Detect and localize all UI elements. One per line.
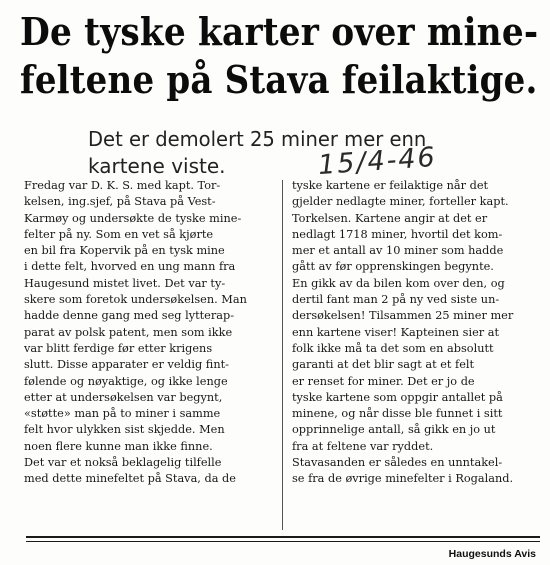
subheadline-line: Det er demolert 25 miner mer enn — [88, 127, 427, 151]
headline-line: De tyske karter over mine- — [20, 9, 539, 54]
source-credit: Haugesunds Avis — [448, 548, 536, 560]
article-line: dersøkelsen! Tilsammen 25 miner mer — [292, 309, 514, 323]
article-line: felt hvor ulykken sist skjedde. Men — [24, 423, 225, 437]
article-line: Haugesund mistet livet. Det var ty- — [24, 276, 226, 290]
article-line: minene, og når disse ble funnet i sitt — [292, 407, 503, 421]
article-line: garanti at det blir sagt at et felt — [292, 358, 475, 372]
article-line: tyske kartene som oppgir antallet på — [292, 390, 503, 404]
article-line: nedlagt 1718 miner, hvortil det kom- — [292, 227, 503, 241]
handwritten-date: 15/4-46 — [317, 141, 438, 182]
article-line: hadde denne gang med seg lytterap- — [24, 309, 235, 323]
headline-line: feltene på Stava feilaktige. — [20, 57, 538, 102]
article-line: slutt. Disse apparater er veldig fint- — [24, 358, 229, 372]
bottom-rule-thin — [26, 541, 540, 542]
article-line: En gikk av da bilen kom over den, og — [292, 276, 505, 290]
article-line: skere som foretok undersøkelsen. Man — [24, 293, 247, 307]
article-line: gått av før opprenskingen begynte. — [292, 260, 494, 274]
subheadline-line: kartene viste. — [88, 154, 226, 178]
article-line: en bil fra Kopervik på en tysk mine — [24, 244, 225, 258]
article-line: noen flere kunne man ikke finne. — [24, 439, 213, 453]
article-line: Det var et nokså beklagelig tilfelle — [24, 456, 222, 470]
article-line: gjelder nedlagte miner, forteller kapt. — [292, 195, 509, 209]
article-line: mer et antall av 10 miner som hadde — [292, 244, 504, 258]
article-line: felter på ny. Som en vet så kjørte — [24, 227, 214, 241]
article-line: tyske kartene er feilaktige når det — [292, 179, 489, 192]
article-line: se fra de øvrige minefelter i Rogaland. — [292, 472, 514, 486]
article-line: i dette felt, hvorved en ung mann fra — [24, 260, 236, 274]
article-column-left — [24, 178, 276, 488]
headline — [20, 8, 540, 104]
article-line: Stavasanden er således en unntakel- — [292, 456, 503, 470]
article-line: var blitt ferdige før etter krigens — [24, 341, 213, 355]
article-line: «støtte» man på to miner i samme — [24, 407, 221, 421]
article-line: parat av polsk patent, men som ikke — [24, 325, 233, 339]
article-line: følende og nøyaktige, og ikke lenge — [24, 374, 228, 388]
column-divider — [282, 180, 283, 530]
article-line: folk ikke må ta det som en absolutt — [292, 341, 494, 355]
article-line: Fredag var D. K. S. med kapt. Tor- — [24, 179, 221, 192]
bottom-rule — [26, 536, 540, 538]
article-line: dertil fant man 2 på ny ved siste un- — [292, 293, 500, 307]
article-line: etter at undersøkelsen var begynt, — [24, 390, 223, 404]
article-line: er renset for miner. Det er jo de — [292, 374, 475, 388]
article-column-right — [292, 178, 544, 488]
article-line: med dette minefeltet på Stava, da de — [24, 472, 236, 486]
article-line: opprinnelige antall, så gikk en jo ut — [292, 423, 496, 437]
article-line: Karmøy og undersøkte de tyske mine- — [24, 211, 242, 225]
article-line: kelsen, ing.sjef, på Stava på Vest- — [24, 195, 216, 209]
article-line: fra at feltene var ryddet. — [292, 439, 434, 453]
article-line: enn kartene viser! Kapteinen sier at — [292, 325, 500, 339]
article-line: Torkelsen. Kartene angir at det er — [292, 211, 488, 225]
